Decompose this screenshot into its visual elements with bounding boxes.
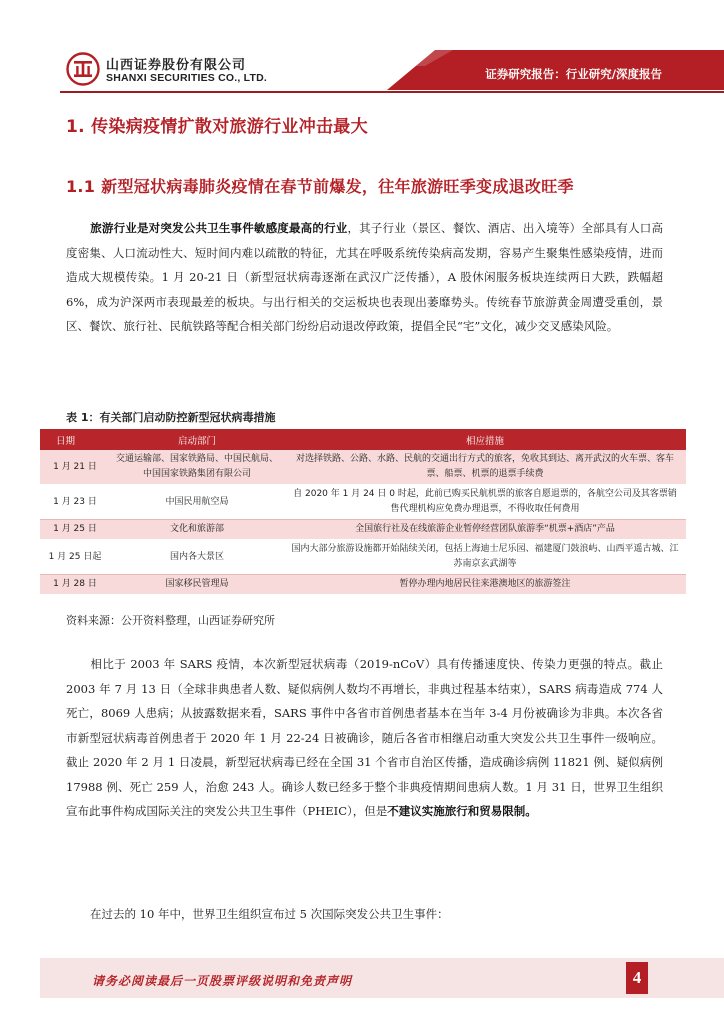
table-cell-dept: 国家移民管理局 — [110, 575, 284, 595]
table-header-measure: 相应措施 — [284, 429, 686, 450]
table-cell-dept: 中国民用航空局 — [110, 485, 284, 520]
paragraph-text: 在过去的 10 年中，世界卫生组织宣布过 5 次国际突发公共卫生事件： — [90, 907, 449, 921]
table-cell-date: 1 月 25 日起 — [40, 540, 110, 575]
table-header-date: 日期 — [40, 429, 110, 450]
table-caption: 表 1：有关部门启动防控新型冠状病毒措施 — [66, 411, 276, 424]
table-cell-date: 1 月 21 日 — [40, 450, 110, 485]
page-number: 4 — [626, 962, 648, 994]
company-name-en: SHANXI SECURITIES CO., LTD. — [106, 72, 267, 84]
paragraph-sars-comparison — [66, 652, 663, 824]
table-cell-dept: 国内各大景区 — [110, 540, 284, 575]
table-source: 资料来源：公开资料整理，山西证券研究所 — [66, 614, 275, 627]
table-row — [40, 540, 686, 575]
table-row — [40, 450, 686, 485]
paragraph-text: 相比于 2003 年 SARS 疫情，本次新型冠状病毒（2019-nCoV）具有传播速度快、传染力更强的特点。截止 2003 年 7 月 13 日（全球非典患者人数、疑似病例人数均不再增长，非典过程基本结束），SARS 病毒造成 774 人死亡，8069 人患病；从披露数据来看，SARS 事件中各省市首例患者基本在当年 3-4 月份被确诊为非典。本次各省市新型冠状病毒首例患者于 2020 年 1 月 22-24 日被确诊，随后各省市相继启动重大突发公共卫生事件一级响应。截止 2020 年 2 月 1 日凌晨，新型冠状病毒已经在全国 31 个省市自治区传播，造成确诊病例 11821 例、疑似病例 17988 例、死亡 259 人，治愈 243 人。确诊人数已经多于整个非典疫情期间患病人数。1 月 31 日，世界卫生组织宣布此事件构成国际关注的突发公共卫生事件（PHEIC），但是 — [66, 657, 663, 818]
table-row — [40, 575, 686, 595]
subsection-heading: 1.1 新型冠状病毒肺炎疫情在春节前爆发，往年旅游旺季变成退改旺季 — [66, 177, 574, 196]
report-type-label: 证券研究报告：行业研究/深度报告 — [485, 67, 662, 81]
footer-disclaimer: 请务必阅读最后一页股票评级说明和免责声明 — [92, 974, 353, 988]
table-cell-measure: 国内大部分旅游设施都开始陆续关闭，包括上海迪士尼乐园、福建厦门鼓浪屿、山西平遥古城、江苏南京玄武湖等 — [284, 540, 686, 575]
table-cell-dept: 交通运输部、国家铁路局、中国民航局、中国国家铁路集团有限公司 — [110, 450, 284, 485]
measures-table — [40, 429, 686, 595]
header-divider — [60, 91, 724, 93]
page-header — [0, 0, 724, 96]
table-cell-date: 1 月 23 日 — [40, 485, 110, 520]
table-cell-measure: 对选择铁路、公路、水路、民航的交通出行方式的旅客，免收其到达、离开武汉的火车票、客车票、船票、机票的退票手续费 — [284, 450, 686, 485]
table-cell-date: 1 月 28 日 — [40, 575, 110, 595]
table-cell-measure: 自 2020 年 1 月 24 日 0 时起，此前已购买民航机票的旅客自愿退票的，各航空公司及其客票销售代理机构应免费办理退票，不得收取任何费用 — [284, 485, 686, 520]
table-cell-dept: 文化和旅游部 — [110, 520, 284, 540]
company-name-cn: 山西证券股份有限公司 — [106, 58, 247, 73]
table-cell-measure: 暂停办理内地居民往来港澳地区的旅游签注 — [284, 575, 686, 595]
paragraph-bold-tail: 不建议实施旅行和贸易限制。 — [387, 804, 537, 818]
company-logo-icon — [66, 52, 100, 86]
paragraph-who-events — [66, 902, 663, 927]
section-heading: 1. 传染病疫情扩散对旅游行业冲击最大 — [66, 117, 368, 137]
paragraph-tourism-sensitivity — [66, 216, 663, 339]
table-row — [40, 520, 686, 540]
table-header-dept: 启动部门 — [110, 429, 284, 450]
table-cell-date: 1 月 25 日 — [40, 520, 110, 540]
table-header-row — [40, 429, 686, 450]
paragraph-text: ，其子行业（景区、餐饮、酒店、出入境等）全部具有人口高度密集、人口流动性大、短时间内难以疏散的特征，尤其在呼吸系统传染病高发期，容易产生聚集性感染疫情，进而造成大规模传染。1 月 20-21 日（新型冠状病毒逐渐在武汉广泛传播），A 股休闲服务板块连续两日大跌，跌幅超 6%，成为沪深两市表现最差的板块。与出行相关的交运板块也表现出萎靡势头。传统春节旅游黄金周遭受重创，景区、餐饮、旅行社、民航铁路等配合相关部门纷纷启动退改停政策，提倡全民“宅”文化，减少交叉感染风险。 — [66, 221, 664, 333]
table-row — [40, 485, 686, 520]
paragraph-bold-lead: 旅游行业是对突发公共卫生事件敏感度最高的行业 — [90, 221, 348, 235]
table-cell-measure: 全国旅行社及在线旅游企业暂停经营团队旅游季“机票+酒店”产品 — [284, 520, 686, 540]
